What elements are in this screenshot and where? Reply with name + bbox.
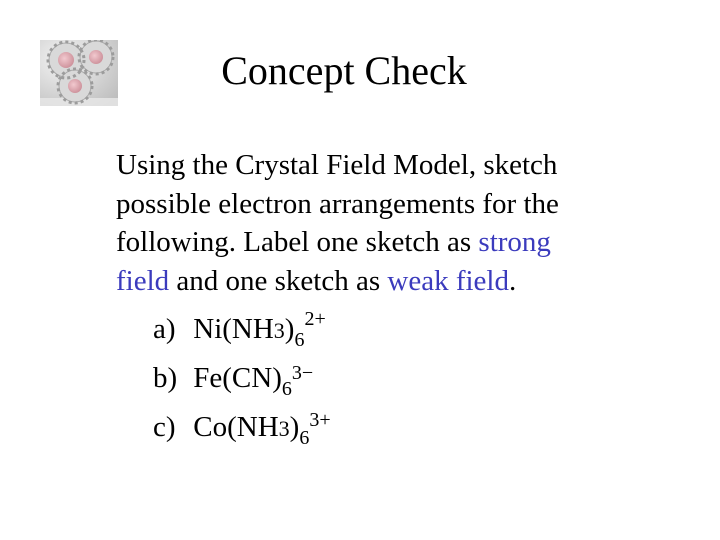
item-label: a): [153, 313, 176, 345]
strong-field-term: strong: [478, 226, 551, 258]
item-label: b): [153, 362, 178, 394]
weak-field-term: weak field: [387, 264, 509, 297]
list-item: [153, 404, 331, 453]
paragraph-line: Using the Crystal Field Model, sketch: [116, 149, 558, 181]
paragraph-line: possible electron arrangements for the: [116, 187, 559, 220]
formula: $Fe(CN)_6^{3-}$: [193, 362, 314, 400]
formula: $Co(NH3)_6^{3+}$: [193, 409, 331, 449]
strong-field-term: field: [116, 264, 170, 297]
item-label: c): [153, 411, 176, 443]
page-title: Concept Check: [221, 48, 467, 93]
list-item: [153, 306, 331, 355]
formula: $Ni(NH3)_6^{2+}$: [193, 308, 326, 351]
paragraph-line: following. Label one sketch as strong: [116, 226, 551, 258]
list-item: [153, 355, 331, 404]
paragraph-line: field and one sketch as weak field.: [116, 264, 517, 297]
complex-list: [153, 306, 331, 453]
question-paragraph: [116, 146, 696, 300]
